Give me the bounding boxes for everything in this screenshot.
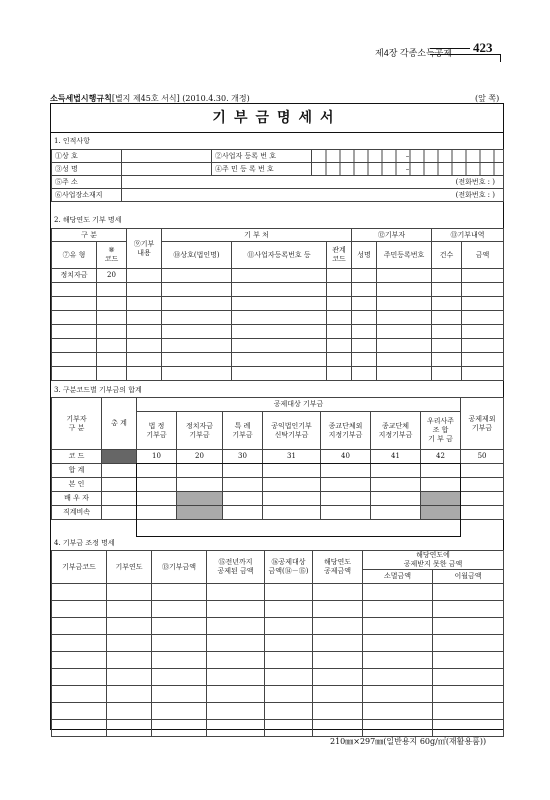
col-designated-religious: 종교단체 지정기부금 <box>371 412 421 450</box>
adj-code-header: 기부금코드 <box>52 551 107 584</box>
header-rule-top <box>430 48 470 49</box>
table-row[interactable] <box>52 652 504 669</box>
table-row[interactable] <box>52 283 504 297</box>
chapter-title: 제4장 각종소득공제 <box>375 48 453 58</box>
address-label: ⑤주 소 <box>52 176 122 189</box>
shaded-cell <box>421 506 461 520</box>
shaded-cell <box>177 506 223 520</box>
table-row[interactable] <box>52 635 504 652</box>
table-row[interactable] <box>52 464 504 478</box>
code-20: 20 <box>177 450 223 464</box>
code-31: 31 <box>263 450 321 464</box>
adj-carried-header: 이월금액 <box>433 570 504 584</box>
adj-thisyear-header: 해당연도 공제금액 <box>313 551 363 584</box>
detail-header: ⑬기부내역 <box>432 229 504 242</box>
relation-code-header: 관계 코드 <box>327 242 352 269</box>
workplace-label: ⑥사업장소재지 <box>52 189 122 202</box>
resident-no-dash: – <box>405 164 410 173</box>
col-special: 특 례 기부금 <box>223 412 263 450</box>
donor-header: ⑫기부자 <box>352 229 432 242</box>
donee-bizno-header: ⑪사업자등록번호 등 <box>232 242 327 269</box>
law-name: 소득세법시행규칙 <box>50 94 112 103</box>
code-total-shaded <box>102 450 137 464</box>
content-header: ⑨기부 내용 <box>127 229 162 269</box>
table-row[interactable] <box>52 669 504 686</box>
table-row[interactable] <box>52 297 504 311</box>
table-row[interactable] <box>52 703 504 720</box>
address-phone[interactable]: (전화번호 : ) <box>122 176 504 189</box>
code-50: 50 <box>461 450 504 464</box>
row-descendant-label: 직계비속 <box>52 506 102 520</box>
col-political: 정치자금 기부금 <box>177 412 223 450</box>
shaded-cell <box>177 492 223 506</box>
resident-no-value[interactable] <box>312 163 504 176</box>
biz-reg-no-label: ②사업자 등록 번 호 <box>212 150 312 163</box>
name-label: ③성 명 <box>52 163 122 176</box>
table-row[interactable] <box>52 339 504 353</box>
table-row[interactable] <box>52 311 504 325</box>
adj-amount-header: ⑬기부금액 <box>152 551 207 584</box>
adj-expired-header: 소멸금액 <box>363 570 433 584</box>
section3-heading: 3. 구분코드별 기부금의 합계 <box>54 386 142 394</box>
company-name-label: ①상 호 <box>52 150 122 163</box>
donee-header: 기 부 처 <box>162 229 352 242</box>
donee-name-header: ⑩상호(법인명) <box>162 242 232 269</box>
code-10: 10 <box>137 450 177 464</box>
header-rule-tick <box>500 54 501 62</box>
count-header: 건수 <box>432 242 462 269</box>
table-row[interactable] <box>52 506 504 520</box>
total-header: 총 계 <box>102 398 137 450</box>
deductible-header: 공제대상 기부금 <box>137 398 461 412</box>
personal-info-table <box>51 149 504 202</box>
code-header: ⑧ 코드 <box>97 242 127 269</box>
resident-no-label: ④주 민 등 록 번 호 <box>212 163 312 176</box>
code-row-label: 코 드 <box>52 450 102 464</box>
code-41: 41 <box>371 450 421 464</box>
donor-id-header: 주민등록번호 <box>377 242 432 269</box>
col-statutory: 법 정 기부금 <box>137 412 177 450</box>
table-row[interactable] <box>52 601 504 618</box>
adj-prev-header: ⑮전년까지 공제된 금액 <box>207 551 265 584</box>
table-row[interactable] <box>52 478 504 492</box>
biz-reg-dash: – <box>405 151 410 160</box>
col-esop: 우리사주 조 합 기 부 금 <box>421 412 461 450</box>
section2-heading: 2. 해당연도 기부 명세 <box>54 216 122 224</box>
page-side: (앞 쪽) <box>475 94 500 103</box>
code-30: 30 <box>223 450 263 464</box>
adj-target-header: ⑯공제대상 금액(⑭－⑮) <box>265 551 313 584</box>
gubun-header: 구 분 <box>52 229 127 242</box>
name-value[interactable] <box>122 163 212 176</box>
row-total-label: 합 계 <box>52 464 102 478</box>
company-name-value[interactable] <box>122 150 212 163</box>
table-row[interactable] <box>52 720 504 737</box>
table-row[interactable] <box>52 686 504 703</box>
header-rule <box>430 54 500 55</box>
code-40: 40 <box>321 450 371 464</box>
row-self-label: 본 인 <box>52 478 102 492</box>
paper-spec-footer: 210㎜×297㎜(일반용지 60g/㎡(재활용품)) <box>330 737 487 746</box>
amount-header: 금액 <box>462 242 504 269</box>
col-public-trust: 공익법인기부 신탁기부금 <box>263 412 321 450</box>
type-header: ⑦유 형 <box>52 242 97 269</box>
adj-notdeducted-header: 해당연도에 공제받지 못한 금액 <box>363 551 504 570</box>
adj-year-header: 기부연도 <box>107 551 152 584</box>
workplace-phone[interactable]: (전화번호 : ) <box>122 189 504 202</box>
col-designated-nonreligious: 종교단체외 지정기부금 <box>321 412 371 450</box>
form-title: 기부금명세서 <box>51 104 503 133</box>
section1-heading: 1. 인적사항 <box>54 137 90 145</box>
shaded-cell <box>421 492 461 506</box>
table-row[interactable] <box>52 584 504 601</box>
biz-reg-no-value[interactable] <box>312 150 504 163</box>
code-42: 42 <box>421 450 461 464</box>
nondeductible-header: 공제제외 기부금 <box>461 398 504 450</box>
table-row[interactable] <box>52 367 504 381</box>
table-row[interactable] <box>52 325 504 339</box>
table-row[interactable] <box>52 618 504 635</box>
donor-type-header: 기부자 구 분 <box>52 398 102 450</box>
row-type: 정치자금 <box>52 269 97 283</box>
donor-name-header: 성명 <box>352 242 377 269</box>
donation-detail-table <box>51 228 504 381</box>
adjustment-table <box>51 550 504 737</box>
row-code: 20 <box>97 269 127 283</box>
row-spouse-label: 배 우 자 <box>52 492 102 506</box>
page-number: 423 <box>473 40 493 55</box>
section4-heading: 4. 기부금 조정 명세 <box>54 539 115 547</box>
form-number: [별지 제45호 서식] (2010.4.30. 개정) <box>111 94 250 103</box>
table-row[interactable] <box>52 353 504 367</box>
donation-statement-form <box>50 103 504 730</box>
table-row[interactable] <box>52 492 504 506</box>
code-summary-table <box>51 397 504 520</box>
